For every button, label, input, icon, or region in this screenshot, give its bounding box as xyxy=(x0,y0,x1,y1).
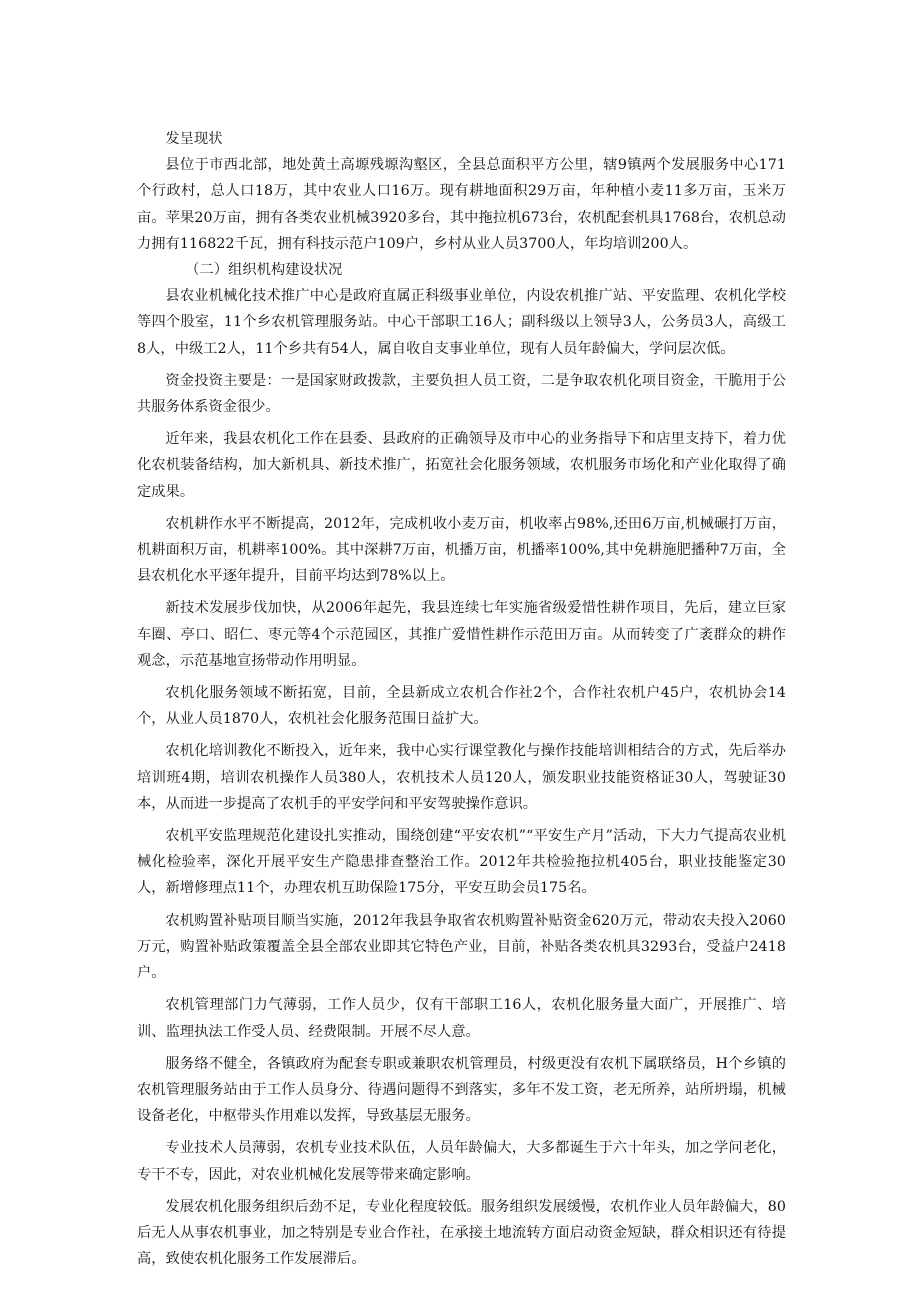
section-heading-organization: （二）组织机构建设状况 xyxy=(185,262,343,279)
paragraph-county-overview: 县位于市西北部，地处黄土高塬残塬沟壑区，全县总面积平方公里，辖9镇两个发展服务中心171个行政村，总人口18万，其中农业人口16万。现有耕地面积29万亩，年种植小麦11多万亩，玉米万亩。苹果20万亩，拥有各类农业机械3920多台，其中拖拉机673台，农机配套机具1768台，农机总动力拥有116822千瓦，拥有科技示范户109户，乡村从业人员3700人，年均培训200人。 xyxy=(137,157,786,252)
paragraph-recent-years: 近年来，我县农机化工作在县委、县政府的正确领导及市中心的业务指导下和店里支持下，着力优化农机装备结构，加大新机具、新技术推广，拓宽社会化服务领域，农机服务市场化和产业化取得了确定成果。 xyxy=(137,431,786,500)
paragraph-new-technology: 新技术发展步伐加快，从2006年起先，我县连续七年实施省级爱惜性耕作项目，先后，建立巨家车圈、亭口、昭仁、枣元等4个示范园区，其推广爱惜性耕作示范田万亩。从而转变了广袤群众的耕作观念，示范基地宣扬带动作用明显。 xyxy=(137,600,786,669)
paragraph-organization: 县农业机械化技术推广中心是政府直属正科级事业单位，内设农机推广站、平安监理、农机化学校等四个股室，11个乡农机管理服务站。中心干部职工16人；副科级以上领导3人，公务员3人，高级工8人，中级工2人，11个乡共有54人，属自收自支事业单位，现有人员年龄偏大，学问层次低。 xyxy=(137,288,786,357)
paragraph-technical-staff: 专业技术人员薄弱，农机专业技术队伍，人员年龄偏大，大多都诞生于六十年头，加之学问老化，专干不专，因此，对农业机械化发展等带来确定影响。 xyxy=(137,1140,786,1183)
paragraph-service-fields: 农机化服务领域不断拓宽，目前，全县新成立农机合作社2个，合作社农机户45户，农机协会14个，从业人员1870人，农机社会化服务范围日益扩大。 xyxy=(137,685,786,728)
document-body xyxy=(137,126,786,1272)
paragraph-training: 农机化培训教化不断投入，近年来，我中心实行课堂教化与操作技能培训相结合的方式，先后举办培训班4期，培训农机操作人员380人，农机技术人员120人，颁发职业技能资格证30人，驾驶证30本，从而进一步提高了农机手的平安学问和平安驾驶操作意识。 xyxy=(137,743,786,812)
document-title: 发呈现状 xyxy=(165,131,223,147)
paragraph-farming-level: 农机耕作水平不断提高，2012年，完成机收小麦万亩，机收率占98%,还田6万亩,机械碾打万亩，机耕面积万亩，机耕率100%。其中深耕7万亩，机播万亩，机播率100%,其中免耕施肥播种7万亩，全县农机化水平逐年提升，目前平均达到78%以上。 xyxy=(137,515,786,585)
paragraph-service-network: 服务络不健全，各镇政府为配套专职或兼职农机管理员，村级更没有农机下属联络员，H个乡镇的农机管理服务站由于工作人员身分、待遇问题得不到落实，多年不发工资，老无所养，站所坍塌，机械设备老化，中枢带头作用难以发挥，导致基层无服务。 xyxy=(137,1055,786,1125)
paragraph-weak-management: 农机管理部门力气薄弱，工作人员少，仅有干部职工16人，农机化服务量大面广，开展推广、培训、监理执法工作受人员、经费限制。开展不尽人意。 xyxy=(137,997,786,1040)
paragraph-service-organizations: 发展农机化服务组织后劲不足，专业化程度较低。服务组织发展缓慢，农机作业人员年龄偏大，80后无人从事农机事业，加之特别是专业合作社，在承接土地流转方面启动资金短缺，群众相识还有待提高，致使农机化服务工作发展滞后。 xyxy=(137,1198,786,1268)
paragraph-safety-supervision: 农机平安监理规范化建设扎实推动，围绕创建“平安农机”“平安生产月”活动，下大力气提高农业机械化检验率，深化开展平安生产隐患排查整治工作。2012年共检验拖拉机405台，职业技能鉴定30人，新增修理点11个，办理农机互助保险175分，平安互助会员175名。 xyxy=(137,828,786,897)
paragraph-funding: 资金投资主要是：一是国家财政拨款，主要负担人员工资，二是争取农机化项目资金，干脆用于公共服务体系资金很少。 xyxy=(137,372,786,416)
paragraph-purchase-subsidy: 农机购置补贴项目顺当实施，2012年我县争取省农机购置补贴资金620万元，带动农夫投入2060万元，购置补贴政策覆盖全县全部农业即其它特色产业，目前，补贴各类农机具3293台，受益户2418户。 xyxy=(137,912,786,982)
